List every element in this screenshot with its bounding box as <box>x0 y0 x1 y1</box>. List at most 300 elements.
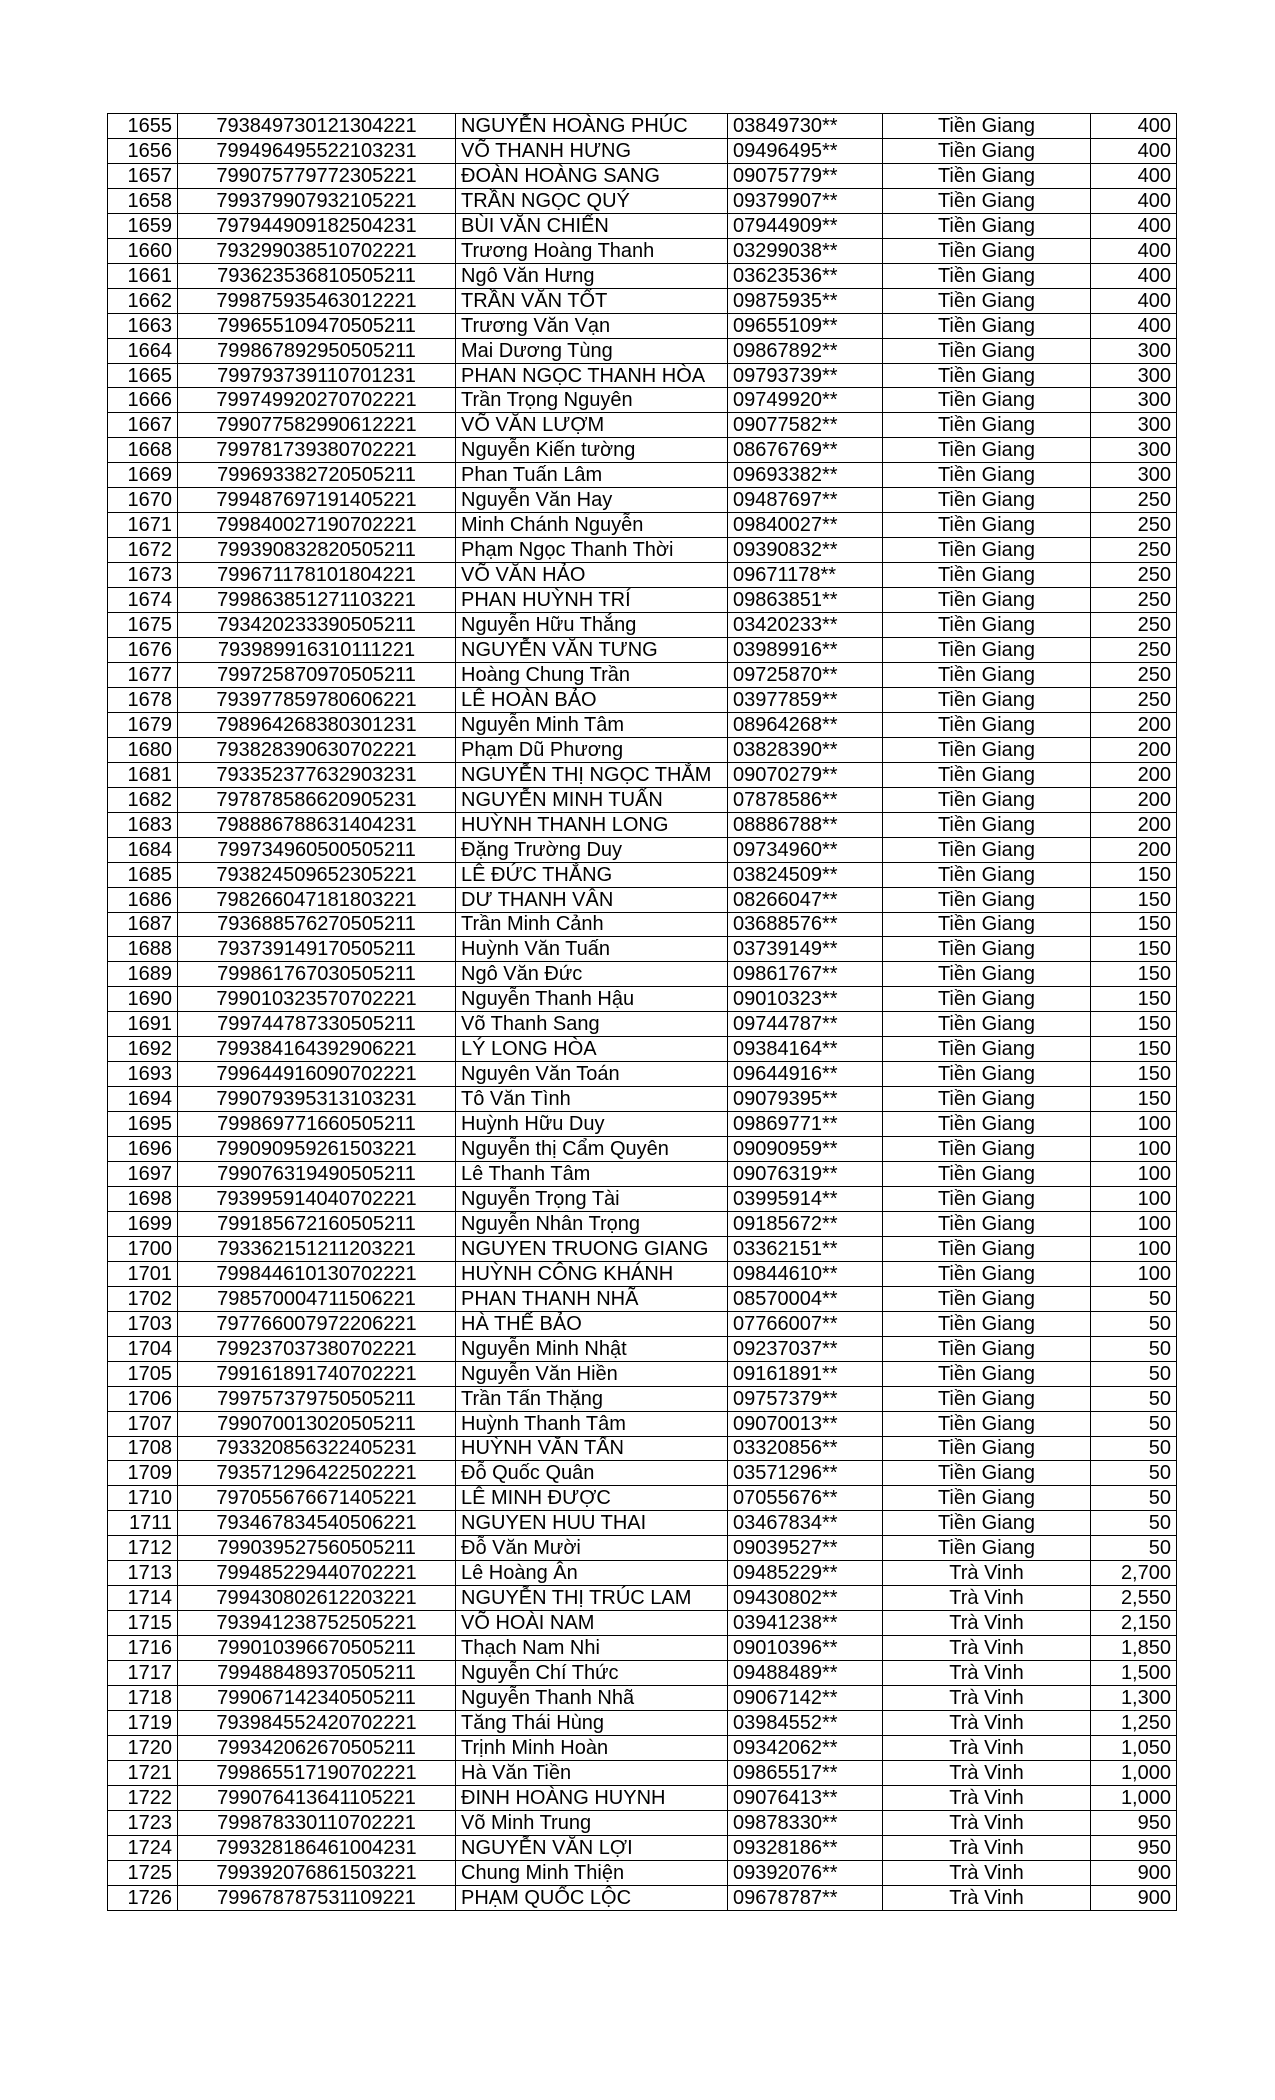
code-cell: 793849730121304221 <box>178 114 456 139</box>
name-cell: Huỳnh Thanh Tâm <box>456 1411 728 1436</box>
code-cell: 793828390630702221 <box>178 737 456 762</box>
code-cell: 793941238752505221 <box>178 1611 456 1636</box>
row-number-cell: 1662 <box>108 288 178 313</box>
phone-cell: 08266047** <box>728 887 883 912</box>
table-row <box>108 1211 1177 1236</box>
phone-cell: 09090959** <box>728 1137 883 1162</box>
phone-cell: 09379907** <box>728 188 883 213</box>
table-row <box>108 588 1177 613</box>
table-row <box>108 1386 1177 1411</box>
code-cell: 799757379750505211 <box>178 1386 456 1411</box>
table-row <box>108 1286 1177 1311</box>
amount-cell: 50 <box>1091 1411 1177 1436</box>
province-cell: Trà Vinh <box>883 1735 1091 1760</box>
name-cell: DƯ THANH VÂN <box>456 887 728 912</box>
amount-cell: 150 <box>1091 937 1177 962</box>
row-number-cell: 1715 <box>108 1611 178 1636</box>
row-number-cell: 1672 <box>108 538 178 563</box>
table-row <box>108 114 1177 139</box>
province-cell: Trà Vinh <box>883 1810 1091 1835</box>
table-row <box>108 712 1177 737</box>
phone-cell: 03984552** <box>728 1711 883 1736</box>
code-cell: 799430802612203221 <box>178 1586 456 1611</box>
code-cell: 799496495522103231 <box>178 138 456 163</box>
code-cell: 799840027190702221 <box>178 513 456 538</box>
phone-cell: 09878330** <box>728 1810 883 1835</box>
name-cell: Huỳnh Hữu Duy <box>456 1112 728 1137</box>
amount-cell: 50 <box>1091 1461 1177 1486</box>
phone-cell: 03995914** <box>728 1186 883 1211</box>
amount-cell: 150 <box>1091 887 1177 912</box>
amount-cell: 100 <box>1091 1112 1177 1137</box>
phone-cell: 09734960** <box>728 837 883 862</box>
table-row <box>108 1561 1177 1586</box>
name-cell: PHẠM QUỐC LỘC <box>456 1885 728 1910</box>
phone-cell: 03623536** <box>728 263 883 288</box>
province-cell: Tiền Giang <box>883 463 1091 488</box>
amount-cell: 400 <box>1091 313 1177 338</box>
table-row <box>108 1361 1177 1386</box>
row-number-cell: 1711 <box>108 1511 178 1536</box>
phone-cell: 09161891** <box>728 1361 883 1386</box>
name-cell: NGUYEN TRUONG GIANG <box>456 1236 728 1261</box>
table-row <box>108 1137 1177 1162</box>
amount-cell: 400 <box>1091 288 1177 313</box>
name-cell: Nguyễn Minh Nhật <box>456 1336 728 1361</box>
table-row <box>108 762 1177 787</box>
code-cell: 793977859780606221 <box>178 687 456 712</box>
code-cell: 799749920270702221 <box>178 388 456 413</box>
amount-cell: 400 <box>1091 263 1177 288</box>
name-cell: LÊ MINH ĐƯỢC <box>456 1486 728 1511</box>
province-cell: Tiền Giang <box>883 388 1091 413</box>
name-cell: Nguyễn Thanh Nhã <box>456 1686 728 1711</box>
amount-cell: 400 <box>1091 188 1177 213</box>
code-cell: 799010396670505211 <box>178 1636 456 1661</box>
amount-cell: 200 <box>1091 762 1177 787</box>
amount-cell: 950 <box>1091 1835 1177 1860</box>
province-cell: Trà Vinh <box>883 1636 1091 1661</box>
phone-cell: 03989916** <box>728 638 883 663</box>
province-cell: Tiền Giang <box>883 862 1091 887</box>
province-cell: Trà Vinh <box>883 1561 1091 1586</box>
table-row <box>108 987 1177 1012</box>
phone-cell: 09749920** <box>728 388 883 413</box>
province-cell: Trà Vinh <box>883 1835 1091 1860</box>
code-cell: 799090959261503221 <box>178 1137 456 1162</box>
table-row <box>108 1411 1177 1436</box>
province-cell: Tiền Giang <box>883 538 1091 563</box>
phone-cell: 09076319** <box>728 1162 883 1187</box>
province-cell: Trà Vinh <box>883 1885 1091 1910</box>
table-row <box>108 1461 1177 1486</box>
code-cell: 799077582990612221 <box>178 413 456 438</box>
table-row <box>108 213 1177 238</box>
phone-cell: 07878586** <box>728 787 883 812</box>
row-number-cell: 1674 <box>108 588 178 613</box>
name-cell: Trần Minh Cảnh <box>456 912 728 937</box>
code-cell: 793362151211203221 <box>178 1236 456 1261</box>
name-cell: VÕ VĂN LƯỢM <box>456 413 728 438</box>
table-row <box>108 388 1177 413</box>
row-number-cell: 1707 <box>108 1411 178 1436</box>
name-cell: Phạm Dũ Phương <box>456 737 728 762</box>
row-number-cell: 1724 <box>108 1835 178 1860</box>
province-cell: Trà Vinh <box>883 1611 1091 1636</box>
code-cell: 797766007972206221 <box>178 1311 456 1336</box>
province-cell: Tiền Giang <box>883 987 1091 1012</box>
code-cell: 799781739380702221 <box>178 438 456 463</box>
amount-cell: 300 <box>1091 338 1177 363</box>
name-cell: HUỲNH VĂN TẤN <box>456 1436 728 1461</box>
code-cell: 793739149170505211 <box>178 937 456 962</box>
phone-cell: 09496495** <box>728 138 883 163</box>
row-number-cell: 1671 <box>108 513 178 538</box>
phone-cell: 09185672** <box>728 1211 883 1236</box>
name-cell: VÕ VĂN HẢO <box>456 563 728 588</box>
amount-cell: 100 <box>1091 1137 1177 1162</box>
code-cell: 799237037380702221 <box>178 1336 456 1361</box>
table-row <box>108 1611 1177 1636</box>
row-number-cell: 1655 <box>108 114 178 139</box>
table-row <box>108 1511 1177 1536</box>
code-cell: 799487697191405221 <box>178 488 456 513</box>
code-cell: 799744787330505211 <box>178 1012 456 1037</box>
phone-cell: 03467834** <box>728 1511 883 1536</box>
table-row <box>108 1162 1177 1187</box>
row-number-cell: 1667 <box>108 413 178 438</box>
table-row <box>108 363 1177 388</box>
name-cell: Nguyễn Kiến tường <box>456 438 728 463</box>
name-cell: VÕ HOÀI NAM <box>456 1611 728 1636</box>
row-number-cell: 1656 <box>108 138 178 163</box>
phone-cell: 03941238** <box>728 1611 883 1636</box>
phone-cell: 09487697** <box>728 488 883 513</box>
name-cell: Ngô Văn Đức <box>456 962 728 987</box>
province-cell: Tiền Giang <box>883 887 1091 912</box>
code-cell: 797055676671405221 <box>178 1486 456 1511</box>
amount-cell: 100 <box>1091 1236 1177 1261</box>
phone-cell: 09865517** <box>728 1760 883 1785</box>
province-cell: Tiền Giang <box>883 1186 1091 1211</box>
code-cell: 799725870970505211 <box>178 662 456 687</box>
table-row <box>108 1735 1177 1760</box>
phone-cell: 09079395** <box>728 1087 883 1112</box>
table-row <box>108 837 1177 862</box>
amount-cell: 200 <box>1091 737 1177 762</box>
amount-cell: 2,550 <box>1091 1586 1177 1611</box>
phone-cell: 09488489** <box>728 1661 883 1686</box>
name-cell: NGUYỄN THỊ TRÚC LAM <box>456 1586 728 1611</box>
code-cell: 799865517190702221 <box>178 1760 456 1785</box>
province-cell: Tiền Giang <box>883 1286 1091 1311</box>
phone-cell: 09076413** <box>728 1785 883 1810</box>
row-number-cell: 1660 <box>108 238 178 263</box>
province-cell: Tiền Giang <box>883 812 1091 837</box>
row-number-cell: 1682 <box>108 787 178 812</box>
row-number-cell: 1726 <box>108 1885 178 1910</box>
province-cell: Tiền Giang <box>883 263 1091 288</box>
province-cell: Tiền Giang <box>883 138 1091 163</box>
row-number-cell: 1697 <box>108 1162 178 1187</box>
phone-cell: 03977859** <box>728 687 883 712</box>
phone-cell: 09010323** <box>728 987 883 1012</box>
row-number-cell: 1718 <box>108 1686 178 1711</box>
code-cell: 799875935463012221 <box>178 288 456 313</box>
name-cell: Hoàng Chung Trần <box>456 662 728 687</box>
name-cell: Nguyễn Minh Tâm <box>456 712 728 737</box>
name-cell: LÊ ĐỨC THẮNG <box>456 862 728 887</box>
province-cell: Trà Vinh <box>883 1686 1091 1711</box>
name-cell: Trần Trọng Nguyên <box>456 388 728 413</box>
phone-cell: 09070279** <box>728 762 883 787</box>
amount-cell: 1,000 <box>1091 1760 1177 1785</box>
code-cell: 798964268380301231 <box>178 712 456 737</box>
code-cell: 793299038510702221 <box>178 238 456 263</box>
province-cell: Tiền Giang <box>883 188 1091 213</box>
phone-cell: 07944909** <box>728 213 883 238</box>
province-cell: Tiền Giang <box>883 438 1091 463</box>
row-number-cell: 1668 <box>108 438 178 463</box>
table-row <box>108 1261 1177 1286</box>
phone-cell: 09067142** <box>728 1686 883 1711</box>
table-row <box>108 1087 1177 1112</box>
name-cell: Minh Chánh Nguyễn <box>456 513 728 538</box>
phone-cell: 09390832** <box>728 538 883 563</box>
amount-cell: 1,300 <box>1091 1686 1177 1711</box>
code-cell: 799671178101804221 <box>178 563 456 588</box>
phone-cell: 08886788** <box>728 812 883 837</box>
code-cell: 793984552420702221 <box>178 1711 456 1736</box>
province-cell: Tiền Giang <box>883 762 1091 787</box>
code-cell: 799039527560505211 <box>178 1536 456 1561</box>
province-cell: Tiền Giang <box>883 638 1091 663</box>
name-cell: Nguyễn thị Cẩm Quyên <box>456 1137 728 1162</box>
amount-cell: 50 <box>1091 1486 1177 1511</box>
phone-cell: 09757379** <box>728 1386 883 1411</box>
phone-cell: 09392076** <box>728 1860 883 1885</box>
table-row <box>108 1436 1177 1461</box>
province-cell: Tiền Giang <box>883 687 1091 712</box>
name-cell: TRẦN VĂN TỐT <box>456 288 728 313</box>
table-row <box>108 338 1177 363</box>
name-cell: Trương Hoàng Thanh <box>456 238 728 263</box>
name-cell: LÊ HOÀN BẢO <box>456 687 728 712</box>
row-number-cell: 1657 <box>108 163 178 188</box>
province-cell: Trà Vinh <box>883 1760 1091 1785</box>
table-row <box>108 1711 1177 1736</box>
phone-cell: 09793739** <box>728 363 883 388</box>
name-cell: Đỗ Quốc Quân <box>456 1461 728 1486</box>
code-cell: 799076319490505211 <box>178 1162 456 1187</box>
amount-cell: 50 <box>1091 1286 1177 1311</box>
amount-cell: 250 <box>1091 538 1177 563</box>
code-cell: 793467834540506221 <box>178 1511 456 1536</box>
table-row <box>108 238 1177 263</box>
amount-cell: 950 <box>1091 1810 1177 1835</box>
row-number-cell: 1688 <box>108 937 178 962</box>
row-number-cell: 1680 <box>108 737 178 762</box>
code-cell: 799867892950505211 <box>178 338 456 363</box>
row-number-cell: 1722 <box>108 1785 178 1810</box>
amount-cell: 50 <box>1091 1336 1177 1361</box>
phone-cell: 09430802** <box>728 1586 883 1611</box>
table-row <box>108 687 1177 712</box>
row-number-cell: 1677 <box>108 662 178 687</box>
phone-cell: 09678787** <box>728 1885 883 1910</box>
row-number-cell: 1710 <box>108 1486 178 1511</box>
table-row <box>108 1586 1177 1611</box>
province-cell: Tiền Giang <box>883 1311 1091 1336</box>
name-cell: NGUYỄN THỊ NGỌC THẮM <box>456 762 728 787</box>
code-cell: 798570004711506221 <box>178 1286 456 1311</box>
name-cell: Tô Văn Tình <box>456 1087 728 1112</box>
name-cell: NGUYỄN MINH TUẤN <box>456 787 728 812</box>
table-row <box>108 662 1177 687</box>
name-cell: NGUYỄN VĂN LỢI <box>456 1835 728 1860</box>
code-cell: 799693382720505211 <box>178 463 456 488</box>
amount-cell: 400 <box>1091 213 1177 238</box>
amount-cell: 2,150 <box>1091 1611 1177 1636</box>
code-cell: 799010323570702221 <box>178 987 456 1012</box>
province-cell: Tiền Giang <box>883 1037 1091 1062</box>
table-row <box>108 1062 1177 1087</box>
phone-cell: 03688576** <box>728 912 883 937</box>
phone-cell: 07055676** <box>728 1486 883 1511</box>
phone-cell: 09655109** <box>728 313 883 338</box>
amount-cell: 50 <box>1091 1361 1177 1386</box>
code-cell: 798266047181803221 <box>178 887 456 912</box>
code-cell: 793623536810505211 <box>178 263 456 288</box>
table-row <box>108 937 1177 962</box>
table-row <box>108 1661 1177 1686</box>
province-cell: Tiền Giang <box>883 962 1091 987</box>
phone-cell: 09075779** <box>728 163 883 188</box>
row-number-cell: 1696 <box>108 1137 178 1162</box>
code-cell: 799070013020505211 <box>178 1411 456 1436</box>
province-cell: Tiền Giang <box>883 712 1091 737</box>
code-cell: 799734960500505211 <box>178 837 456 862</box>
province-cell: Tiền Giang <box>883 1062 1091 1087</box>
name-cell: Ngô Văn Hưng <box>456 263 728 288</box>
phone-cell: 09237037** <box>728 1336 883 1361</box>
table-row <box>108 188 1177 213</box>
row-number-cell: 1699 <box>108 1211 178 1236</box>
province-cell: Trà Vinh <box>883 1785 1091 1810</box>
amount-cell: 150 <box>1091 987 1177 1012</box>
name-cell: NGUYỄN VĂN TƯNG <box>456 638 728 663</box>
phone-cell: 03362151** <box>728 1236 883 1261</box>
phone-cell: 09485229** <box>728 1561 883 1586</box>
province-cell: Tiền Giang <box>883 288 1091 313</box>
code-cell: 799844610130702221 <box>178 1261 456 1286</box>
province-cell: Tiền Giang <box>883 1511 1091 1536</box>
name-cell: Phan Tuấn Lâm <box>456 463 728 488</box>
name-cell: Nguyễn Trọng Tài <box>456 1186 728 1211</box>
province-cell: Tiền Giang <box>883 1536 1091 1561</box>
phone-cell: 03320856** <box>728 1436 883 1461</box>
row-number-cell: 1692 <box>108 1037 178 1062</box>
amount-cell: 300 <box>1091 438 1177 463</box>
row-number-cell: 1720 <box>108 1735 178 1760</box>
table-row <box>108 1112 1177 1137</box>
row-number-cell: 1693 <box>108 1062 178 1087</box>
amount-cell: 400 <box>1091 114 1177 139</box>
row-number-cell: 1701 <box>108 1261 178 1286</box>
code-cell: 793571296422502221 <box>178 1461 456 1486</box>
row-number-cell: 1694 <box>108 1087 178 1112</box>
table-row <box>108 538 1177 563</box>
province-cell: Tiền Giang <box>883 1336 1091 1361</box>
row-number-cell: 1670 <box>108 488 178 513</box>
province-cell: Trà Vinh <box>883 1711 1091 1736</box>
table-row <box>108 1835 1177 1860</box>
name-cell: LÝ LONG HÒA <box>456 1037 728 1062</box>
row-number-cell: 1684 <box>108 837 178 862</box>
table-row <box>108 288 1177 313</box>
row-number-cell: 1714 <box>108 1586 178 1611</box>
province-cell: Tiền Giang <box>883 1486 1091 1511</box>
table-row <box>108 1760 1177 1785</box>
amount-cell: 200 <box>1091 787 1177 812</box>
row-number-cell: 1723 <box>108 1810 178 1835</box>
name-cell: VÕ THANH HƯNG <box>456 138 728 163</box>
amount-cell: 150 <box>1091 862 1177 887</box>
amount-cell: 1,050 <box>1091 1735 1177 1760</box>
row-number-cell: 1706 <box>108 1386 178 1411</box>
phone-cell: 07766007** <box>728 1311 883 1336</box>
table-row <box>108 787 1177 812</box>
row-number-cell: 1721 <box>108 1760 178 1785</box>
amount-cell: 150 <box>1091 1012 1177 1037</box>
phone-cell: 09039527** <box>728 1536 883 1561</box>
row-number-cell: 1716 <box>108 1636 178 1661</box>
province-cell: Trà Vinh <box>883 1586 1091 1611</box>
code-cell: 793995914040702221 <box>178 1186 456 1211</box>
row-number-cell: 1705 <box>108 1361 178 1386</box>
code-cell: 793420233390505211 <box>178 613 456 638</box>
amount-cell: 200 <box>1091 837 1177 862</box>
amount-cell: 250 <box>1091 513 1177 538</box>
phone-cell: 03299038** <box>728 238 883 263</box>
province-cell: Tiền Giang <box>883 563 1091 588</box>
name-cell: Phạm Ngọc Thanh Thời <box>456 538 728 563</box>
table-row <box>108 1636 1177 1661</box>
code-cell: 798886788631404231 <box>178 812 456 837</box>
phone-cell: 09671178** <box>728 563 883 588</box>
code-cell: 799067142340505211 <box>178 1686 456 1711</box>
code-cell: 793824509652305221 <box>178 862 456 887</box>
code-cell: 799488489370505211 <box>178 1661 456 1686</box>
row-number-cell: 1689 <box>108 962 178 987</box>
name-cell: Trương Văn Vạn <box>456 313 728 338</box>
phone-cell: 09744787** <box>728 1012 883 1037</box>
table-row <box>108 638 1177 663</box>
code-cell: 799390832820505211 <box>178 538 456 563</box>
name-cell: Hà Văn Tiền <box>456 1760 728 1785</box>
table-row <box>108 1012 1177 1037</box>
row-number-cell: 1678 <box>108 687 178 712</box>
table-row <box>108 463 1177 488</box>
province-cell: Tiền Giang <box>883 1411 1091 1436</box>
table-row <box>108 1885 1177 1910</box>
province-cell: Tiền Giang <box>883 513 1091 538</box>
row-number-cell: 1675 <box>108 613 178 638</box>
code-cell: 793320856322405231 <box>178 1436 456 1461</box>
table-row <box>108 812 1177 837</box>
amount-cell: 50 <box>1091 1536 1177 1561</box>
phone-cell: 09867892** <box>728 338 883 363</box>
